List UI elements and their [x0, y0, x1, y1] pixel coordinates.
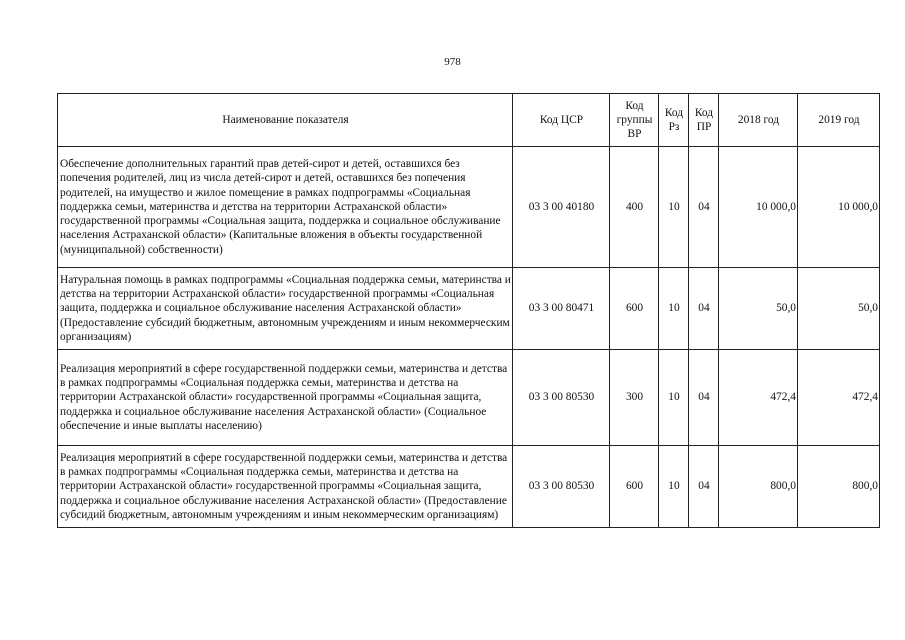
cell-2018: 800,0	[719, 446, 798, 528]
cell-2019: 50,0	[798, 268, 880, 350]
cell-2018: 472,4	[719, 350, 798, 446]
header-rz: Код Рз	[659, 94, 689, 147]
cell-rz: 10	[659, 446, 689, 528]
cell-vr: 600	[610, 268, 659, 350]
cell-pr: 04	[689, 350, 719, 446]
budget-table	[57, 93, 880, 528]
cell-2019: 472,4	[798, 350, 880, 446]
cell-name: Натуральная помощь в рамках подпрограммы «Социальная поддержка семьи, материнства и детства на территории Астраханской области» государственной программы «Социальная защита, поддержка и социальное обслуживание населения Астраханской области» (Предоставление субсидий бюджетным, автономным учреждениям и иным некоммерческим организациям)	[58, 268, 513, 350]
cell-2019: 800,0	[798, 446, 880, 528]
cell-rz: 10	[659, 147, 689, 268]
page-number: 978	[444, 56, 461, 68]
table-row	[58, 446, 880, 528]
table-row	[58, 350, 880, 446]
cell-2018: 50,0	[719, 268, 798, 350]
header-2018: 2018 год	[719, 94, 798, 147]
header-pr: Код ПР	[689, 94, 719, 147]
cell-pr: 04	[689, 446, 719, 528]
cell-rz: 10	[659, 268, 689, 350]
header-vr: Код группы ВР	[610, 94, 659, 147]
cell-pr: 04	[689, 147, 719, 268]
table-header-row	[58, 94, 880, 147]
cell-2018: 10 000,0	[719, 147, 798, 268]
header-name: Наименование показателя	[58, 94, 513, 147]
table-row	[58, 147, 880, 268]
cell-csr: 03 3 00 80471	[513, 268, 610, 350]
cell-csr: 03 3 00 80530	[513, 446, 610, 528]
cell-2019: 10 000,0	[798, 147, 880, 268]
cell-vr: 300	[610, 350, 659, 446]
cell-pr: 04	[689, 268, 719, 350]
cell-csr: 03 3 00 40180	[513, 147, 610, 268]
table-row	[58, 268, 880, 350]
cell-vr: 600	[610, 446, 659, 528]
cell-name: Обеспечение дополнительных гарантий прав детей-сирот и детей, оставшихся без попечения родителей, лиц из числа детей-сирот и детей, оставшихся без попечения родителей, на имущество и жилое помещение в рамках подпрограммы «Социальная поддержка семьи, материнства и детства на территории Астраханской области» государственной программы «Социальная защита, поддержка и социальное обслуживание населения Астраханской области» (Капитальные вложения в объекты государственной (муниципальной) собственности)	[58, 147, 513, 268]
cell-name: Реализация мероприятий в сфере государственной поддержки семьи, материнства и детства в рамках подпрограммы «Социальная поддержка семьи, материнства и детства на территории Астраханской области» государственной программы «Социальная защита, поддержка и социальное обслуживание населения Астраханской области» (Предоставление субсидий бюджетным, автономным учреждениям и иным некоммерческим организациям)	[58, 446, 513, 528]
cell-rz: 10	[659, 350, 689, 446]
cell-name: Реализация мероприятий в сфере государственной поддержки семьи, материнства и детства в рамках подпрограммы «Социальная поддержка семьи, материнства и детства на территории Астраханской области» государственной программы «Социальная защита, поддержка и социальное обслуживание населения Астраханской области» (Социальное обеспечение и иные выплаты населению)	[58, 350, 513, 446]
header-csr: Код ЦСР	[513, 94, 610, 147]
header-2019: 2019 год	[798, 94, 880, 147]
cell-csr: 03 3 00 80530	[513, 350, 610, 446]
cell-vr: 400	[610, 147, 659, 268]
